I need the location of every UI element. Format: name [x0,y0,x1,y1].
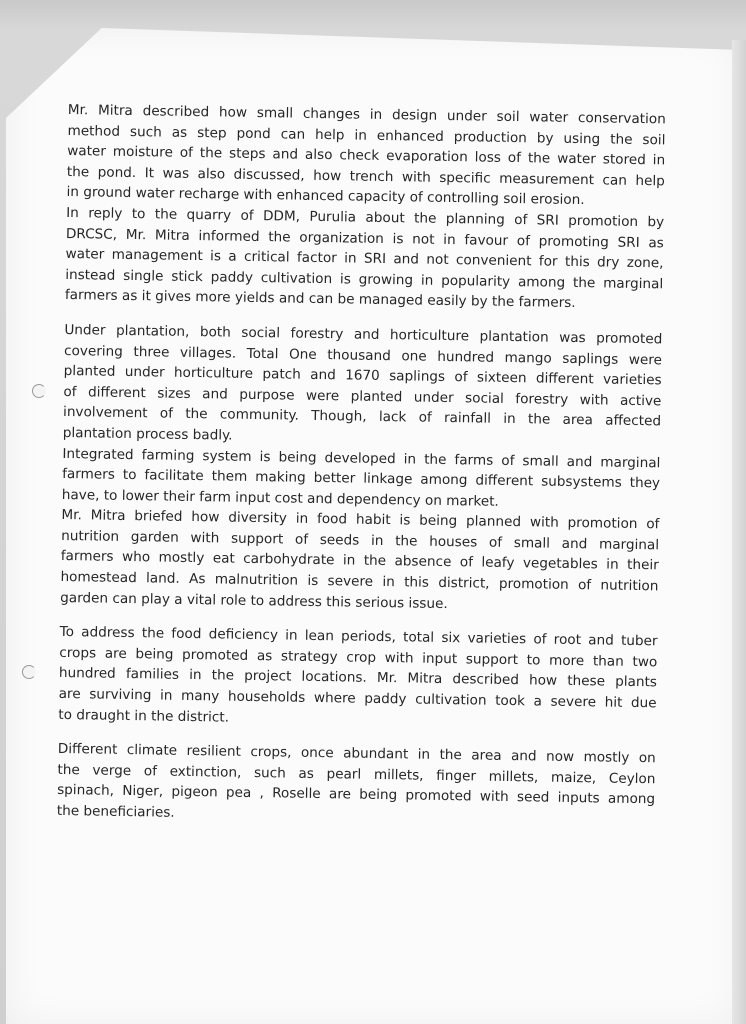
text-line: garden can play a vital role to address this serious issue. [60,589,448,612]
text-line: Mr. Mitra briefed how diversity in food habit is being planned with promotion of [61,507,660,533]
text-line: farmers who mostly eat carbohydrate in the absence of leafy vegetables in their [60,548,659,574]
text-line: water management is a critical factor in SRI and not convenient for this dry zone, [65,246,664,272]
text-line: are surviving in many households where paddy cultivation took a severe hit due [58,685,657,712]
text-line: plantation process badly. [62,424,233,444]
text-line: To address the food deficiency in lean periods, total six varieties of root and tuber [59,624,658,650]
text-line: homestead land. As malnutrition is severe in this district, promotion of nutrition [60,569,659,595]
text-line: water moisture of the steps and also check evaporation loss of the water stored in [67,143,666,169]
paragraph-plantation [60,320,662,618]
text-line: Under plantation, both social forestry and horticulture plantation was promoted [64,321,663,348]
text-line: covering three villages. Total One thousand one hundred mango saplings were [63,342,663,368]
paragraph-soil-conservation [65,100,666,315]
text-line: in ground water recharge with enhanced capacity of controlling soil erosion. [66,184,585,209]
text-line: of different sizes and purpose were planted under social forestry with active [63,383,662,410]
paragraph-climate-resilient-crops [57,739,656,831]
text-line: to draught in the district. [58,706,230,726]
text-line: Different climate resilient crops, once abundant in the area and now mostly on [57,741,656,767]
text-line: method such as step pond can help in enhanced production by using the soil [67,122,666,148]
text-line: instead single stick paddy cultivation is growing in popularity among the marginal [65,266,664,293]
text-line: spinach, Niger, pigeon pea , Roselle are being promoted with seed inputs among [57,782,656,808]
text-line: DRCSC, Mr. Mitra informed the organization is not in favour of promoting SRI as [65,225,664,251]
punch-hole-icon [32,384,46,398]
text-line: the verge of extinction, such as pearl millets, finger millets, maize, Ceylon [57,761,656,788]
text-line: crops are being promoted as strategy crop with input support to more than two [59,644,658,671]
text-line: the beneficiaries. [56,802,175,821]
paragraph-root-tuber-crops [58,622,658,734]
text-line: the pond. It was also discussed, how trench with specific measurement can help [66,163,665,190]
text-line: farmers to facilitate them making better linkage among different subsystems they [61,466,661,492]
text-line: involvement of the community. Though, lack of rainfall in the area affected [62,404,662,430]
text-line: hundred families in the project locations. Mr. Mitra described how these plants [58,665,658,691]
text-line: nutrition garden with support of seeds in the houses of small and marginal [61,527,660,554]
text-line: planted under horticulture patch and 1670 saplings of sixteen different varieties [63,363,662,389]
page-edge [732,40,746,1024]
text-line: farmers as it gives more yields and can be managed easily by the farmers. [64,287,576,312]
document-body [57,100,666,831]
text-line: have, to lower their farm input cost and dependency on market. [61,486,499,510]
text-line: Integrated farming system is being developed in the farms of small and marginal [62,445,661,471]
text-line: Mr. Mitra described how small changes in design under soil water conservation [67,101,666,128]
punch-hole-icon [22,665,36,679]
text-line: In reply to the quarry of DDM, Purulia about the planning of SRI promotion by [66,204,665,231]
